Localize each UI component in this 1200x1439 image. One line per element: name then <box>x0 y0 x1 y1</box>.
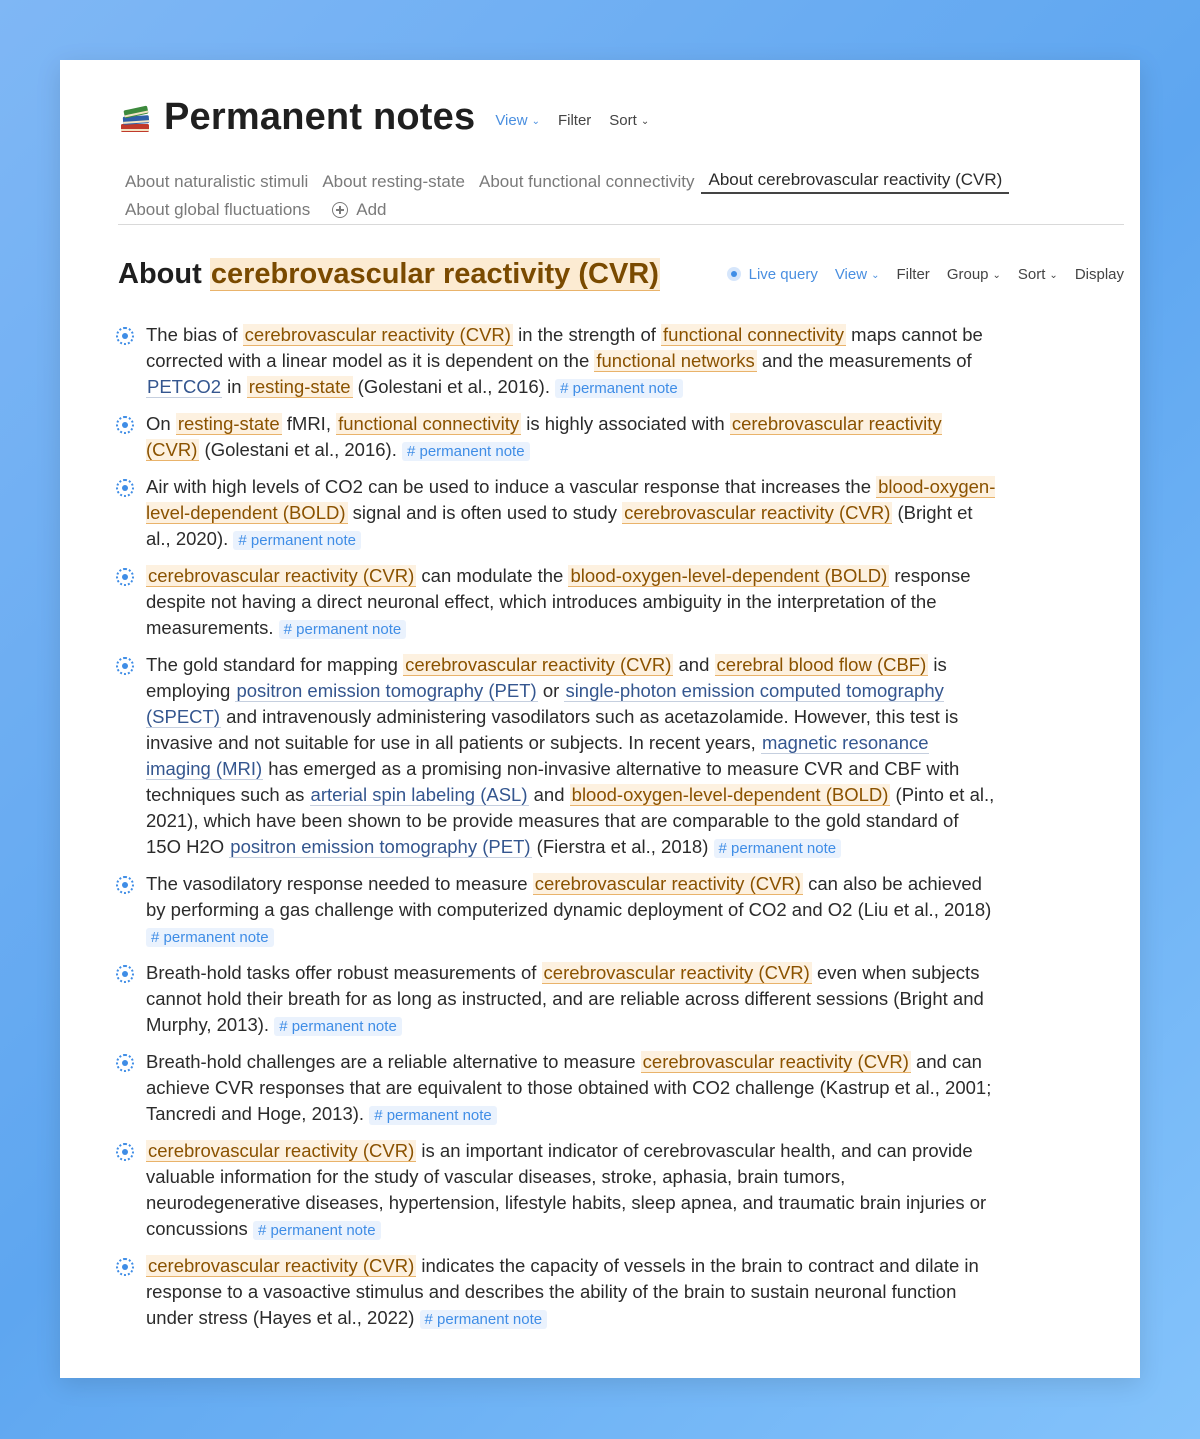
note-text-segment: (Golestani et al., 2016). <box>352 376 556 397</box>
page-header <box>118 96 649 139</box>
note-highlight-link[interactable]: cerebrovascular reactivity (CVR) <box>543 962 810 983</box>
note-text-segment: can also be achieved by performing a gas challenge with computerized dynamic deployment of CO2 and O2 (Liu et al., 2018) <box>146 873 992 920</box>
section-view-button[interactable] <box>835 266 880 283</box>
note-highlight-link[interactable]: blood-oxygen-level-dependent (BOLD) <box>570 565 888 586</box>
note-text-segment: and the measurements of <box>756 350 972 371</box>
page-title: Permanent notes <box>164 96 476 138</box>
section-view-label: View <box>834 266 868 283</box>
bullet-dot-icon[interactable] <box>116 416 134 434</box>
note-highlight-link[interactable]: cerebrovascular reactivity (CVR) <box>642 1051 909 1072</box>
note-text-segment: is employing <box>146 654 947 701</box>
note-highlight-link[interactable]: blood-oxygen-level-dependent (BOLD) <box>146 476 996 523</box>
note-highlight-link[interactable]: functional connectivity <box>338 413 520 434</box>
note-text-segment: and intravenously administering vasodilators such as acetazolamide. However, this test is invasive and not suitable for use in all patients or subjects. In recent years, <box>146 706 959 753</box>
filter-button[interactable]: Filter <box>557 112 592 129</box>
bullet <box>116 563 146 643</box>
section-group-label: Group <box>946 266 989 283</box>
bullet <box>116 1049 146 1129</box>
bullet-dot-icon[interactable] <box>116 1143 134 1161</box>
notes-page <box>60 60 1140 1378</box>
permanent-note-tag[interactable]: # permanent note <box>233 531 361 550</box>
list-item <box>116 1049 996 1129</box>
list-item <box>116 1253 996 1333</box>
note-text <box>146 652 996 862</box>
note-link[interactable]: arterial spin labeling (ASL) <box>310 784 528 805</box>
permanent-note-tag[interactable]: # permanent note <box>555 379 683 398</box>
permanent-note-tag[interactable]: # permanent note <box>146 928 274 947</box>
live-query-label: Live query <box>748 266 818 283</box>
note-text <box>146 474 996 554</box>
bullet-dot-icon[interactable] <box>116 1054 134 1072</box>
note-highlight-link[interactable]: cerebral blood flow (CBF) <box>716 654 927 675</box>
tab-cerebrovascular-reactivity[interactable]: About cerebrovascular reactivity (CVR) <box>701 170 1009 194</box>
tab-row <box>118 164 1124 192</box>
bullet <box>116 1138 146 1244</box>
note-text <box>146 563 996 643</box>
section-title-prefix: About <box>118 258 202 290</box>
note-text-segment: response despite not having a direct neuronal effect, which introduces ambiguity in the interpretation of the measurements. <box>146 565 971 638</box>
note-text-segment: fMRI, <box>281 413 337 434</box>
note-text-segment: and <box>528 784 570 805</box>
permanent-note-tag[interactable]: # permanent note <box>274 1017 402 1036</box>
add-tab-label: Add <box>356 200 387 219</box>
list-item <box>116 652 996 862</box>
list-item <box>116 411 996 465</box>
section-sort-label: Sort <box>1017 266 1046 283</box>
note-text-segment: The bias of <box>146 324 243 345</box>
bullet <box>116 960 146 1040</box>
note-text-segment: Breath-hold tasks offer robust measurements of <box>146 962 542 983</box>
note-highlight-link[interactable]: resting-state <box>177 413 280 434</box>
note-text <box>146 1049 996 1129</box>
permanent-note-tag[interactable]: # permanent note <box>253 1221 381 1240</box>
tab-naturalistic-stimuli[interactable]: About naturalistic stimuli <box>125 172 309 191</box>
note-text-segment: even when subjects cannot hold their breath for as long as instructed, and are reliable across different sessions (Bright and Murphy, 2013). <box>146 962 984 1035</box>
note-highlight-link[interactable]: cerebrovascular reactivity (CVR) <box>405 654 672 675</box>
list-item <box>116 960 996 1040</box>
note-highlight-link[interactable]: cerebrovascular reactivity (CVR) <box>148 1255 415 1276</box>
permanent-note-tag[interactable]: # permanent note <box>714 839 842 858</box>
section-display-button[interactable]: Display <box>1074 266 1124 283</box>
note-link[interactable]: positron emission tomography (PET) <box>236 680 537 701</box>
section-header <box>118 258 1124 291</box>
note-text-segment: in the strength of <box>512 324 662 345</box>
bullet-dot-icon[interactable] <box>116 479 134 497</box>
note-link[interactable]: magnetic resonance imaging (MRI) <box>146 732 929 779</box>
tab-row <box>118 192 1124 220</box>
bullet-dot-icon[interactable] <box>116 657 134 675</box>
section-filter-button[interactable]: Filter <box>896 266 930 283</box>
sort-button[interactable] <box>609 112 649 129</box>
note-text-segment: has emerged as a promising non-invasive alternative to measure CVR and CBF with techniques such as <box>146 758 960 805</box>
note-text-segment: is an important indicator of cerebrovascular health, and can provide valuable information for the study of vascular diseases, stroke, aphasia, brain tumors, neurodegenerative diseases, hypertension, lifestyle habits, sleep apnea, and traumatic brain injuries or concussions <box>146 1140 987 1239</box>
section-title <box>118 258 660 291</box>
list-item <box>116 563 996 643</box>
permanent-note-tag[interactable]: # permanent note <box>279 620 407 639</box>
note-text-segment: signal and is often used to study <box>347 502 623 523</box>
chevron-down-icon: ⌄ <box>871 270 880 281</box>
live-query-button[interactable] <box>727 266 818 283</box>
bullet-dot-icon[interactable] <box>116 568 134 586</box>
note-text-segment: and <box>673 654 715 675</box>
bullet-dot-icon[interactable] <box>116 876 134 894</box>
plus-circle-icon <box>332 202 348 218</box>
note-text-segment: The gold standard for mapping <box>146 654 404 675</box>
note-text-segment: (Pinto et al., 2021), which have been shown to be provide measures that are comparable to the gold standard of 15O H2O <box>146 784 995 857</box>
bullet-dot-icon[interactable] <box>116 965 134 983</box>
bullet <box>116 474 146 554</box>
section-toolbar <box>727 266 1124 283</box>
note-text-segment: in <box>222 376 247 397</box>
note-text-segment: indicates the capacity of vessels in the brain to contract and dilate in response to a vasoactive stimulus and describes the ability of the brain to sustain neuronal function under stress (Hayes et al., 2022) <box>146 1255 979 1328</box>
note-text-segment: or <box>537 680 565 701</box>
note-text <box>146 411 996 465</box>
live-query-icon <box>727 267 741 281</box>
bullet <box>116 411 146 465</box>
note-text <box>146 322 996 402</box>
bullet-dot-icon[interactable] <box>116 1258 134 1276</box>
note-text <box>146 960 996 1040</box>
bullet <box>116 322 146 402</box>
bullet <box>116 652 146 862</box>
note-link[interactable]: PETCO2 <box>147 376 222 397</box>
note-text-segment: is highly associated with <box>521 413 730 434</box>
view-button[interactable] <box>495 112 540 129</box>
section-title-link[interactable]: cerebrovascular reactivity (CVR) <box>210 258 659 290</box>
note-highlight-link[interactable]: blood-oxygen-level-dependent (BOLD) <box>571 784 889 805</box>
note-text <box>146 1253 996 1333</box>
note-highlight-link[interactable]: cerebrovascular reactivity (CVR) <box>148 1140 415 1161</box>
permanent-note-tag[interactable]: # permanent note <box>402 442 530 461</box>
note-link[interactable]: single-photon emission computed tomography (SPECT) <box>146 680 944 727</box>
permanent-note-tag[interactable]: # permanent note <box>369 1106 497 1125</box>
note-link[interactable]: positron emission tomography (PET) <box>230 836 531 857</box>
permanent-note-tag[interactable]: # permanent note <box>420 1310 548 1329</box>
tab-bar <box>118 164 1124 225</box>
note-highlight-link[interactable]: resting-state <box>248 376 351 397</box>
note-text-segment: Air with high levels of CO2 can be used to induce a vascular response that increases the <box>146 476 877 497</box>
note-text-segment: Breath-hold challenges are a reliable alternative to measure <box>146 1051 641 1072</box>
note-text-segment: On <box>146 413 176 434</box>
list-item <box>116 871 996 951</box>
page-toolbar <box>495 106 649 129</box>
list-item <box>116 322 996 402</box>
tab-functional-connectivity[interactable]: About functional connectivity <box>479 172 695 191</box>
list-item <box>116 474 996 554</box>
bullet-dot-icon[interactable] <box>116 327 134 345</box>
note-highlight-link[interactable]: cerebrovascular reactivity (CVR) <box>148 565 415 586</box>
bullet <box>116 1253 146 1333</box>
books-icon <box>118 100 154 136</box>
note-highlight-link[interactable]: cerebrovascular reactivity (CVR) <box>146 413 942 460</box>
chevron-down-icon: ⌄ <box>1049 270 1058 281</box>
view-label: View <box>495 112 528 129</box>
add-tab-button[interactable] <box>325 200 393 220</box>
notes-list <box>116 322 996 1342</box>
note-text-segment: The vasodilatory response needed to measure <box>146 873 533 894</box>
bullet <box>116 871 146 951</box>
note-text <box>146 1138 996 1244</box>
note-text-segment: (Golestani et al., 2016). <box>199 439 402 460</box>
chevron-down-icon: ⌄ <box>640 116 650 127</box>
note-highlight-link[interactable]: cerebrovascular reactivity (CVR) <box>624 502 891 523</box>
note-text-segment: and can achieve CVR responses that are equivalent to those obtained with CO2 challenge (Kastrup et al., 2001; Tancredi and Hoge, 2013). <box>146 1051 992 1124</box>
chevron-down-icon: ⌄ <box>992 270 1001 281</box>
note-text-segment: can modulate the <box>416 565 569 586</box>
note-highlight-link[interactable]: functional connectivity <box>663 324 845 345</box>
list-item <box>116 1138 996 1244</box>
note-highlight-link[interactable]: functional networks <box>596 350 755 371</box>
note-highlight-link[interactable]: cerebrovascular reactivity (CVR) <box>534 873 801 894</box>
note-text <box>146 871 996 951</box>
note-highlight-link[interactable]: cerebrovascular reactivity (CVR) <box>244 324 511 345</box>
chevron-down-icon: ⌄ <box>531 116 540 127</box>
tab-resting-state[interactable]: About resting-state <box>322 172 466 191</box>
section-sort-button[interactable] <box>1018 266 1058 283</box>
tab-global-fluctuations[interactable]: About global fluctuations <box>125 200 311 219</box>
section-group-button[interactable] <box>947 266 1001 283</box>
sort-label: Sort <box>609 112 637 129</box>
note-text-segment: maps cannot be corrected with a linear model as it is dependent on the <box>146 324 983 371</box>
note-text-segment: (Bright et al., 2020). <box>146 502 973 549</box>
note-text-segment: (Fierstra et al., 2018) <box>531 836 714 857</box>
